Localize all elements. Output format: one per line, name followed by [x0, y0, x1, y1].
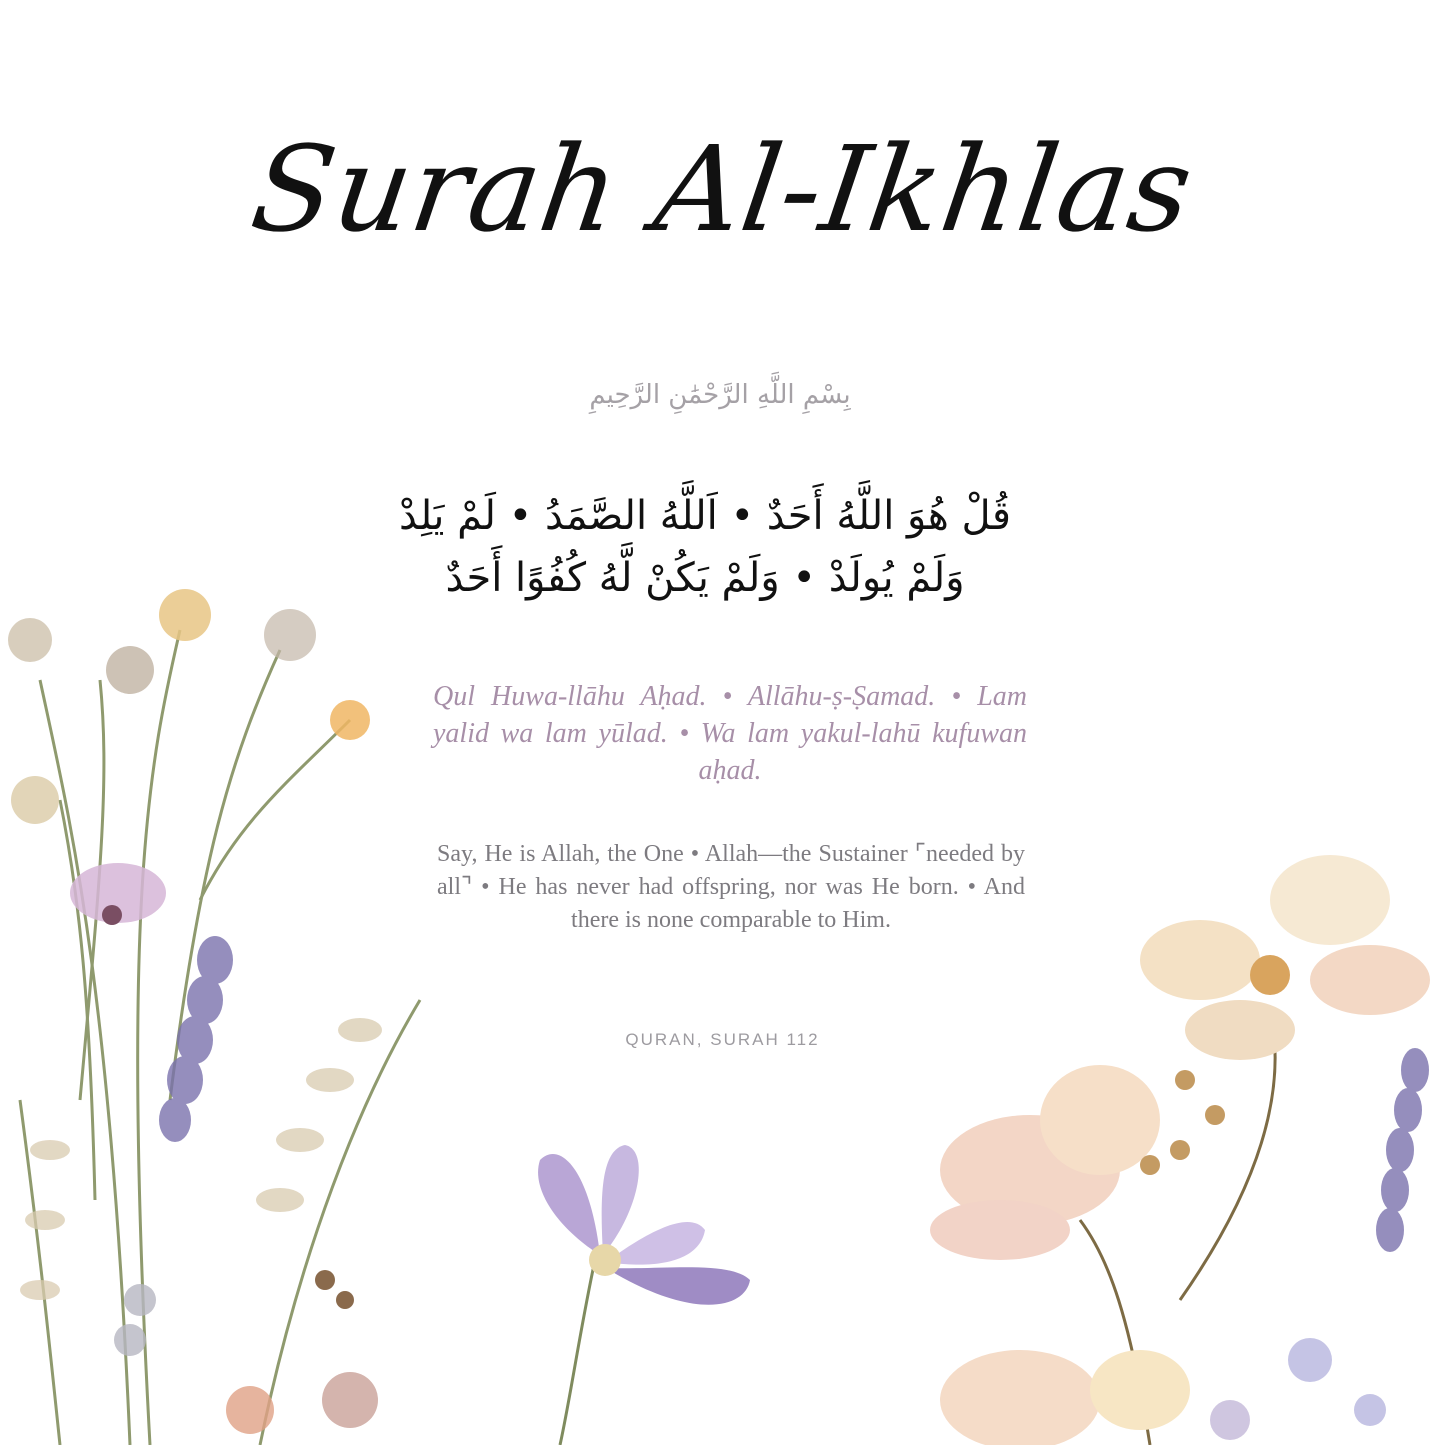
purple-cosmos-flower [538, 1145, 750, 1445]
lavender-sprigs [159, 936, 1429, 1252]
source-reference: QURAN, SURAH 112 [625, 1030, 820, 1049]
translation-text: Say, He is Allah, the One • Allah—the Sustainer ⌜needed by all⌝ • He has never had offspring, nor was He born. • And there is none comparable to Him. [437, 841, 1025, 933]
bismillah-calligraphy: بِسْمِ اللَّهِ الرَّحْمَٰنِ الرَّحِيمِ [589, 380, 851, 410]
arabic-verses: قُلْ هُوَ اللَّهُ أَحَدٌ • اَللَّهُ الصَّمَدُ • لَمْ يَلِدْ وَلَمْ يُولَدْ • وَلَمْ يَكُنْ لَّهُ كُفُوًا أَحَدٌ [399, 493, 1011, 601]
left-blossoms [8, 589, 370, 925]
left-bottom-buds [114, 1270, 378, 1434]
transliteration-text: Qul Huwa-llāhu Aḥad. • Allāhu-ṣ-Ṣamad. • Lam yalid wa lam yūlad. • Wa lam yakul-lahū kufuwan aḥad. [433, 681, 1027, 786]
page-title: Surah Al-Ikhlas [243, 120, 1202, 258]
left-grass-plumes [20, 1018, 382, 1300]
peach-cosmos-flowers-right [930, 855, 1430, 1445]
